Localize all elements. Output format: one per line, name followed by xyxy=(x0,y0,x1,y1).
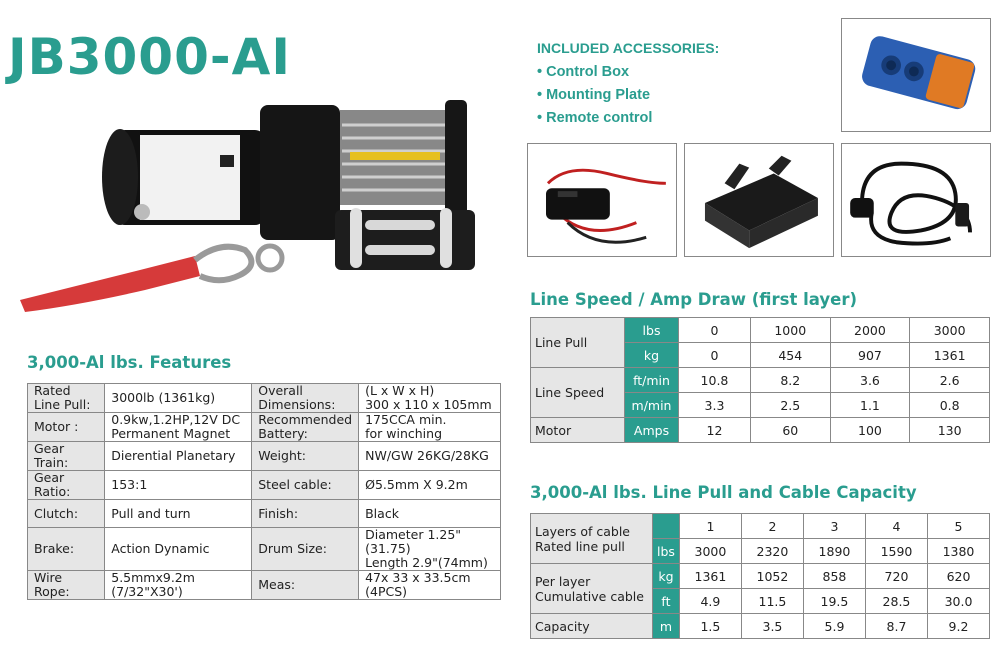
feature-value: Black xyxy=(359,500,501,528)
feature-label: Gear Train: xyxy=(28,442,105,471)
table-cell: 4.9 xyxy=(679,589,741,614)
speed-title: Line Speed / Amp Draw (first layer) xyxy=(530,290,857,309)
table-cell: 1890 xyxy=(803,539,865,564)
winch-product-image xyxy=(20,80,500,320)
feature-label: Wire Rope: xyxy=(28,571,105,600)
feature-value: 0.9kw,1.2HP,12V DC Permanent Magnet xyxy=(105,413,252,442)
feature-value: Diameter 1.25"(31.75) Length 2.9"(74mm) xyxy=(359,528,501,571)
table-cell: 620 xyxy=(927,564,989,589)
table-cell: 11.5 xyxy=(741,589,803,614)
table-cell: 3.6 xyxy=(830,368,910,393)
table-cell: 2.5 xyxy=(750,393,830,418)
table-cell: 10.8 xyxy=(679,368,751,393)
line-speed-table xyxy=(530,317,990,443)
motor-label: Motor xyxy=(531,418,625,443)
accessories-heading: INCLUDED ACCESSORIES: xyxy=(537,40,720,56)
table-cell: 0.8 xyxy=(910,393,990,418)
table-cell: 28.5 xyxy=(865,589,927,614)
feature-label: Clutch: xyxy=(28,500,105,528)
feature-label: Finish: xyxy=(252,500,359,528)
feature-value: 5.5mmx9.2m (7/32"X30') xyxy=(105,571,252,600)
table-cell: 5.9 xyxy=(803,614,865,639)
unit-cell: lbs xyxy=(653,539,680,564)
feature-value: Pull and turn xyxy=(105,500,252,528)
table-row xyxy=(531,368,990,393)
accessory-remote-control: • Remote control xyxy=(537,110,653,126)
layer-cell: 1 xyxy=(679,514,741,539)
table-cell: 12 xyxy=(679,418,751,443)
included-accessories xyxy=(537,40,719,130)
table-cell: 30.0 xyxy=(927,589,989,614)
table-cell: 2000 xyxy=(830,318,910,343)
per-layer-cumulative-label: Per layer Cumulative cable xyxy=(531,564,653,614)
table-cell: 3.5 xyxy=(741,614,803,639)
table-cell: 19.5 xyxy=(803,589,865,614)
layer-cell: 2 xyxy=(741,514,803,539)
product-title: JB3000-AI xyxy=(8,28,291,86)
table-cell: 2320 xyxy=(741,539,803,564)
feature-label: Weight: xyxy=(252,442,359,471)
table-cell: 8.2 xyxy=(750,368,830,393)
table-cell: 1361 xyxy=(679,564,741,589)
table-cell: 1.1 xyxy=(830,393,910,418)
table-cell: 1052 xyxy=(741,564,803,589)
unit-cell: lbs xyxy=(625,318,679,343)
feature-value: 175CCA min. for winching xyxy=(359,413,501,442)
line-pull-label: Line Pull xyxy=(531,318,625,368)
feature-label: Motor : xyxy=(28,413,105,442)
features-title: 3,000-Al lbs. Features xyxy=(27,353,232,372)
table-cell: 0 xyxy=(679,343,751,368)
table-row xyxy=(28,500,501,528)
table-row xyxy=(28,471,501,500)
feature-value: 153:1 xyxy=(105,471,252,500)
feature-value: Ø5.5mm X 9.2m xyxy=(359,471,501,500)
table-cell: 720 xyxy=(865,564,927,589)
feature-value: Action Dynamic xyxy=(105,528,252,571)
table-cell: 1.5 xyxy=(679,614,741,639)
table-cell: 3.3 xyxy=(679,393,751,418)
unit-cell: kg xyxy=(625,343,679,368)
remote-control-photo xyxy=(841,18,991,132)
features-table xyxy=(27,383,501,600)
feature-label: Recommended Battery: xyxy=(252,413,359,442)
table-cell: 1361 xyxy=(910,343,990,368)
table-cell: 2.6 xyxy=(910,368,990,393)
table-cell: 60 xyxy=(750,418,830,443)
unit-cell: m/min xyxy=(625,393,679,418)
table-row xyxy=(531,318,990,343)
layer-cell: 3 xyxy=(803,514,865,539)
layer-cell: 5 xyxy=(927,514,989,539)
capacity-table xyxy=(530,513,990,639)
table-cell: 1590 xyxy=(865,539,927,564)
table-cell: 3000 xyxy=(679,539,741,564)
mounting-plate-photo xyxy=(684,143,834,257)
table-row xyxy=(28,442,501,471)
table-cell: 130 xyxy=(910,418,990,443)
feature-value: 47x 33 x 33.5cm (4PCS) xyxy=(359,571,501,600)
table-cell: 0 xyxy=(679,318,751,343)
table-row xyxy=(531,564,990,589)
feature-label: Overall Dimensions: xyxy=(252,384,359,413)
table-row xyxy=(28,571,501,600)
unit-cell: kg xyxy=(653,564,680,589)
table-cell: 9.2 xyxy=(927,614,989,639)
unit-cell: ft xyxy=(653,589,680,614)
feature-value: NW/GW 26KG/28KG xyxy=(359,442,501,471)
feature-label: Meas: xyxy=(252,571,359,600)
unit-cell: ft/min xyxy=(625,368,679,393)
feature-label: Rated Line Pull: xyxy=(28,384,105,413)
control-box-photo xyxy=(527,143,677,257)
feature-label: Steel cable: xyxy=(252,471,359,500)
table-cell: 858 xyxy=(803,564,865,589)
unit-cell xyxy=(653,514,680,539)
table-row xyxy=(28,413,501,442)
table-cell: 1000 xyxy=(750,318,830,343)
layer-cell: 4 xyxy=(865,514,927,539)
remote-cable-photo xyxy=(841,143,991,257)
feature-label: Brake: xyxy=(28,528,105,571)
accessory-control-box: • Control Box xyxy=(537,64,630,80)
table-cell: 454 xyxy=(750,343,830,368)
accessory-mounting-plate: • Mounting Plate xyxy=(537,87,651,103)
table-row xyxy=(28,528,501,571)
table-cell: 1380 xyxy=(927,539,989,564)
layers-rated-label: Layers of cable Rated line pull xyxy=(531,514,653,564)
table-row xyxy=(531,514,990,539)
capacity-label: Capacity xyxy=(531,614,653,639)
unit-cell: m xyxy=(653,614,680,639)
line-speed-label: Line Speed xyxy=(531,368,625,418)
feature-label: Drum Size: xyxy=(252,528,359,571)
table-row xyxy=(531,418,990,443)
capacity-title: 3,000-Al lbs. Line Pull and Cable Capacity xyxy=(530,483,917,502)
feature-label: Gear Ratio: xyxy=(28,471,105,500)
unit-cell: Amps xyxy=(625,418,679,443)
table-cell: 907 xyxy=(830,343,910,368)
table-cell: 8.7 xyxy=(865,614,927,639)
table-row xyxy=(28,384,501,413)
table-cell: 100 xyxy=(830,418,910,443)
feature-value: 3000lb (1361kg) xyxy=(105,384,252,413)
feature-value: (L x W x H) 300 x 110 x 105mm xyxy=(359,384,501,413)
feature-value: Dierential Planetary xyxy=(105,442,252,471)
table-cell: 3000 xyxy=(910,318,990,343)
table-row xyxy=(531,614,990,639)
